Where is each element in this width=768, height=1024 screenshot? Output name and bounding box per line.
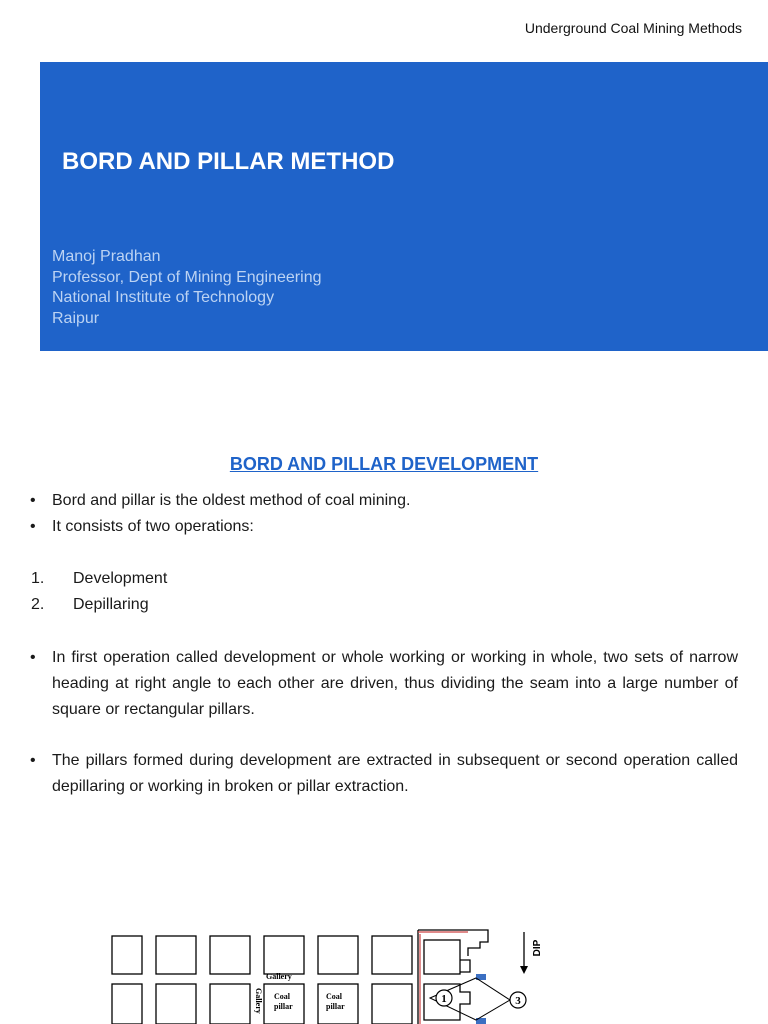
- item-label: Depillaring: [73, 596, 149, 613]
- marker-3-label: 3: [515, 995, 521, 1007]
- coal-pillar-label-line: Coal: [326, 992, 342, 1001]
- pillar-block: [156, 936, 196, 974]
- bullet-icon: •: [30, 649, 36, 666]
- gallery-side-label: Gallery: [254, 988, 263, 1014]
- pillar-block: [210, 984, 250, 1024]
- pillar-block: [372, 984, 412, 1024]
- numbered-item: [31, 596, 149, 614]
- pillar-block: [372, 936, 412, 974]
- bullet-text: Bord and pillar is the oldest method of coal mining.: [52, 492, 411, 509]
- author-position: Professor, Dept of Mining Engineering: [52, 268, 322, 286]
- bullet-icon: •: [30, 752, 36, 769]
- bullet-icon: •: [30, 518, 36, 535]
- pillar-block: [318, 936, 358, 974]
- item-number: 1.: [31, 570, 45, 587]
- dip-label: DIP: [532, 939, 543, 957]
- bord-and-pillar-diagram: [0, 920, 768, 1024]
- pillar-block: [156, 984, 196, 1024]
- pillar-block: [264, 936, 304, 974]
- pillar-block: [424, 940, 460, 974]
- paragraph-text: In first operation called development or whole working or working in whole, two sets of narrow heading at right angle to each other are driven, thus dividing the seam into a large number of square or rectangular pillars.: [52, 649, 738, 718]
- author-block: [52, 247, 321, 329]
- numbered-item: [31, 570, 167, 588]
- bullet-text: It consists of two operations:: [52, 518, 254, 535]
- item-number: 2.: [31, 596, 45, 613]
- author-city: Raipur: [52, 309, 100, 327]
- marker-1-label: 1: [441, 993, 447, 1005]
- bullet-item: [30, 518, 254, 536]
- coal-pillar-label-line: pillar: [326, 1002, 345, 1011]
- running-header: Underground Coal Mining Methods: [524, 20, 742, 36]
- section-heading: BORD AND PILLAR DEVELOPMENT: [229, 454, 539, 474]
- gallery-label: Gallery: [266, 972, 292, 981]
- title-banner: [40, 62, 768, 351]
- item-label: Development: [73, 570, 168, 587]
- coal-pillar-label-line: pillar: [274, 1002, 293, 1011]
- pillar-block: [112, 984, 142, 1024]
- bullet-icon: •: [30, 492, 36, 509]
- coal-pillar-label-line: Coal: [274, 992, 290, 1001]
- bullet-paragraph: [30, 748, 738, 800]
- bullet-item: [30, 492, 410, 510]
- pillar-block: [210, 936, 250, 974]
- author-name: Manoj Pradhan: [52, 248, 161, 265]
- author-institution: National Institute of Technology: [52, 289, 275, 306]
- pillar-block: [112, 936, 142, 974]
- presentation-title: BORD AND PILLAR METHOD: [62, 148, 395, 175]
- paragraph-text: The pillars formed during development are extracted in subsequent or second operation called depillaring or working in broken or pillar extraction.: [52, 752, 738, 795]
- bullet-paragraph: [30, 645, 738, 723]
- dip-arrowhead-icon: [520, 966, 528, 974]
- panel-boundary: [460, 960, 470, 972]
